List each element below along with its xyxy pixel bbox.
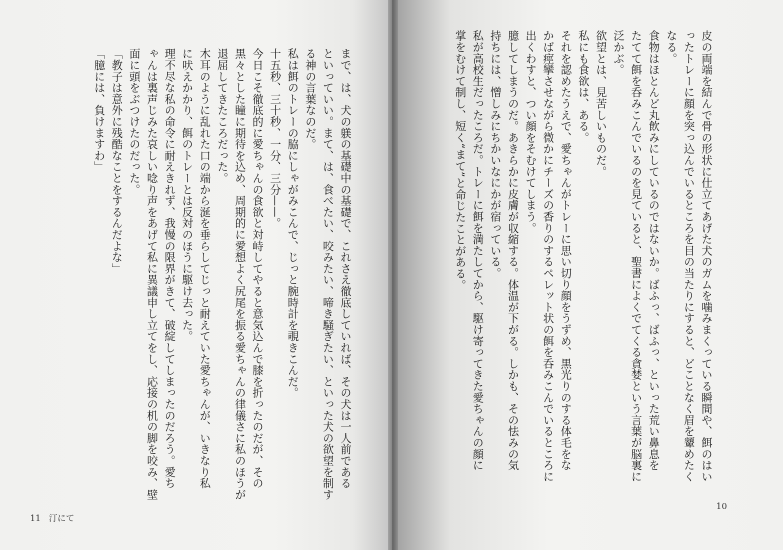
text-column: 退屈してきたころだった。 <box>215 48 229 184</box>
left-folio <box>30 512 74 524</box>
page-number: 11 <box>30 514 41 524</box>
text-column: 私にも食欲は、ある。 <box>576 30 590 143</box>
text-column: なる。 <box>664 30 678 64</box>
text-column: 十五秒、三十秒、一分、三分——。 <box>268 48 282 229</box>
text-column: 今日こそ徹底的に愛ちゃんの食欲と対峙してやると意気込んで膝を折ったのだが、その <box>251 48 265 489</box>
left-page-text <box>90 48 354 500</box>
text-column: 「臆には、負けますわ」 <box>92 48 106 173</box>
text-column: 持ちには、憎しみにちかいなにかが宿っている。 <box>488 30 502 279</box>
text-column: まで、は、犬の躾の基礎中の基礎で、これさえ徹底していれば、その犬は一人前である <box>339 48 352 489</box>
text-column: 出くわすと、つい顔をそむけてしまう。 <box>524 30 538 234</box>
text-column: といっていい。まて、は、食べたい、咬みたい、啼き騒ぎたい、といった犬の欲望を制す <box>321 48 335 500</box>
text-column: ゃんは裏声じみた哀しい唸り声をあげて私に異議申し立てをし、応接の机の脚を咬み、壁 <box>145 48 159 500</box>
text-column: 黒々とした瞳に期待を込め、周期的に愛想よく尻尾を振る愛ちゃんの律儀さに私のほうが <box>233 48 247 500</box>
text-column: 理不尽な私の命令に耐えきれず、我慢の限界がきて、破綻してしまったのだろう。愛ち <box>163 48 177 489</box>
text-column: 食物はほとんど丸飲みにしているのではないか。ばふっ、ばふっ、といった荒い鼻息を <box>647 30 661 471</box>
text-column: かば痙攣させながら微かにチーズの香りのするペレット状の餌を呑みこんでいるところに <box>541 30 555 482</box>
text-column: たてて餌を呑みこんでいるのを見ていると、聖書によくでてくる貪婪という言葉が脳裏に <box>629 30 643 482</box>
page-number: 10 <box>716 502 727 512</box>
text-column: 欲望とは、見苦しいものだ。 <box>594 30 608 177</box>
book-gutter <box>388 0 398 550</box>
text-column: る神の言葉なのだ。 <box>303 48 317 150</box>
text-column: 面に頭をぶつけたのだった。 <box>127 48 141 195</box>
text-column: 泛かぶ。 <box>612 30 626 76</box>
text-column: 私は餌のトレーの脇にしゃがみこんで、じっと腕時計を覗きこんだ。 <box>286 48 300 399</box>
text-column: それを認めたうえで、愛ちゃんがトレーに思い切り顔をうずめ、黒光りのする体毛をな <box>559 30 573 471</box>
running-head: 汀にて <box>48 514 75 524</box>
text-column: 木耳のように乱れた口の端から涎を垂らしてじっと耐えていた愛ちゃんが、いきなり私 <box>198 48 212 489</box>
text-column: 皮の両端を結んで骨の形状に仕立てあげた犬のガムを噛みまくっている瞬間や、餌のはい <box>700 30 713 482</box>
text-column: ったトレーに顔を突っ込んでいるところを目の当たりにすると、どことなく眉を顰めたく <box>682 30 696 482</box>
text-column: 「教子は意外に残酷なことをするんだよな」 <box>110 48 124 274</box>
text-column: 私が高校生だったころだ。トレーに餌を満たしてから、駆け寄ってきた愛ちゃんの顔に <box>471 30 485 471</box>
text-column: 掌をむけて制し、短く“まて”と命じたことがある。 <box>453 30 467 291</box>
text-column: 臆してしまうのだ。あきらかに皮膚が収縮する。体温が下がる。しかも、その怯みの気 <box>506 30 520 471</box>
right-page <box>392 0 783 550</box>
text-column: に吠えかかり、餌のトレーとは反対のほうに駆け去った。 <box>180 48 194 342</box>
right-page-text <box>451 30 715 480</box>
